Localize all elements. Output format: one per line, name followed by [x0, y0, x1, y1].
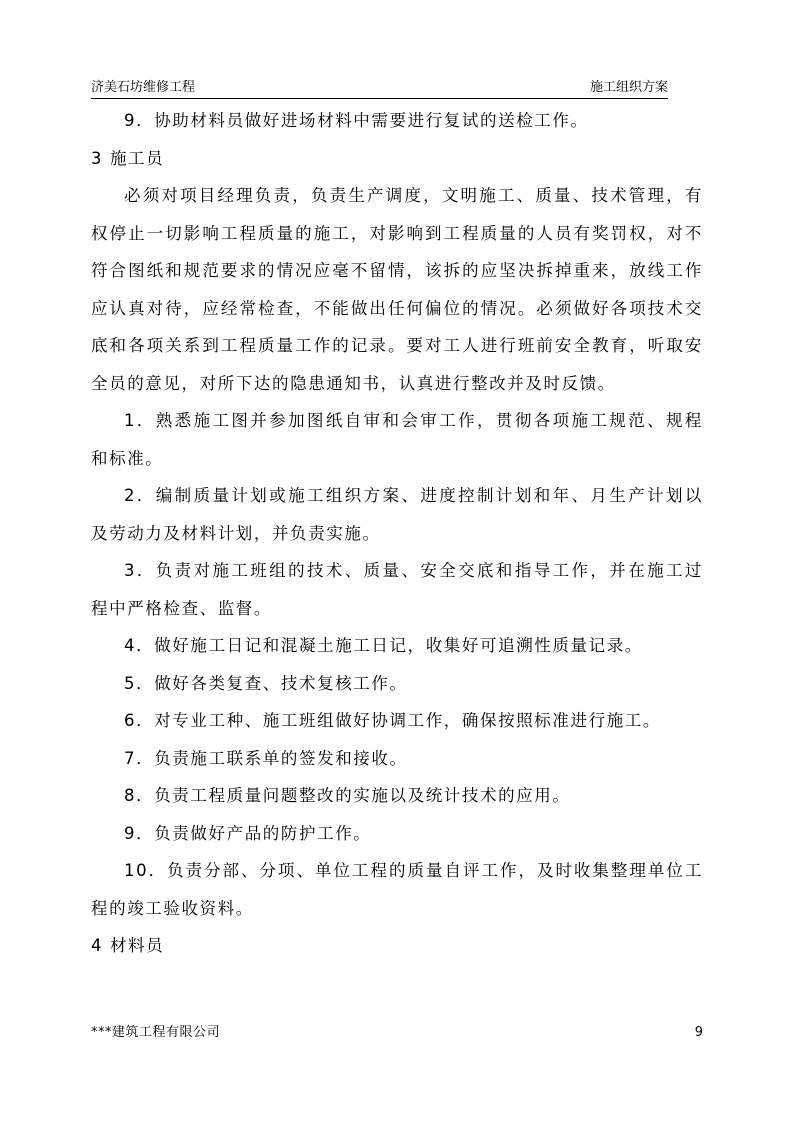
list-item-10: 10．负责分部、分项、单位工程的质量自评工作，及时收集整理单位工 程的竣工验收资料。 [91, 861, 703, 918]
page-header [91, 78, 668, 98]
list-item-6: 6．对专业工种、施工班组做好协调工作，确保按照标准进行施工。 [124, 711, 661, 730]
list-item-7: 7．负责施工联系单的签发和接收。 [124, 748, 408, 768]
list-item-1: 1．熟悉施工图并参加图纸自审和会审工作，贯彻各项施工规范、规程 和标准。 [91, 411, 703, 468]
list-item-8: 8．负责工程质量问题整改的实施以及统计技术的应用。 [124, 786, 571, 805]
intro-line: 全员的意见，对所下达的隐患通知书，认真进行整改并及时反馈。 [91, 373, 616, 393]
item-9-material-inspection: 9．协助材料员做好进场材料中需要进行复试的送检工作。 [124, 111, 589, 130]
footer-company-name: ***建筑工程有限公司 [91, 1025, 221, 1040]
section-heading-construction-worker: 3 施工员 [91, 148, 165, 168]
header-document-type: 施工组织方案 [589, 80, 668, 95]
list-item-9: 9．负责做好产品的防护工作。 [124, 823, 372, 843]
list-item-4: 4．做好施工日记和混凝土施工日记，收集好可追溯性质量记录。 [124, 636, 643, 655]
intro-line: 权停止一切影响工程质量的施工，对影响到工程质量的人员有奖罚权，对不 [91, 223, 703, 243]
intro-line: 必须对项目经理负责，负责生产调度，文明施工、质量、技术管理，有 [124, 186, 703, 205]
construction-worker-duties-intro [91, 177, 703, 402]
list-item-2: 2．编制质量计划或施工组织方案、进度控制计划和年、月生产计划以 及劳动力及材料计划，并负责实施。 [91, 486, 703, 543]
footer-page-number: 9 [694, 1025, 703, 1040]
header-divider [91, 98, 668, 99]
list-item-3: 3．负责对施工班组的技术、质量、安全交底和指导工作，并在施工过 程中严格检查、监督。 [91, 561, 703, 618]
page-footer [91, 1023, 703, 1043]
header-project-title: 济美石坊维修工程 [91, 80, 196, 95]
intro-line: 应认真对待，应经常检查，不能做出任何偏位的情况。必须做好各项技术交 [91, 298, 703, 318]
section-heading-material-clerk: 4 材料员 [91, 936, 165, 955]
intro-line: 符合图纸和规范要求的情况应毫不留情，该拆的应坚决拆掉重来，放线工作 [91, 261, 703, 280]
list-item-5: 5．做好各类复查、技术复核工作。 [124, 673, 408, 693]
document-body [91, 102, 703, 965]
intro-line: 底和各项关系到工程质量工作的记录。要对工人进行班前安全教育，听取安 [91, 336, 703, 355]
